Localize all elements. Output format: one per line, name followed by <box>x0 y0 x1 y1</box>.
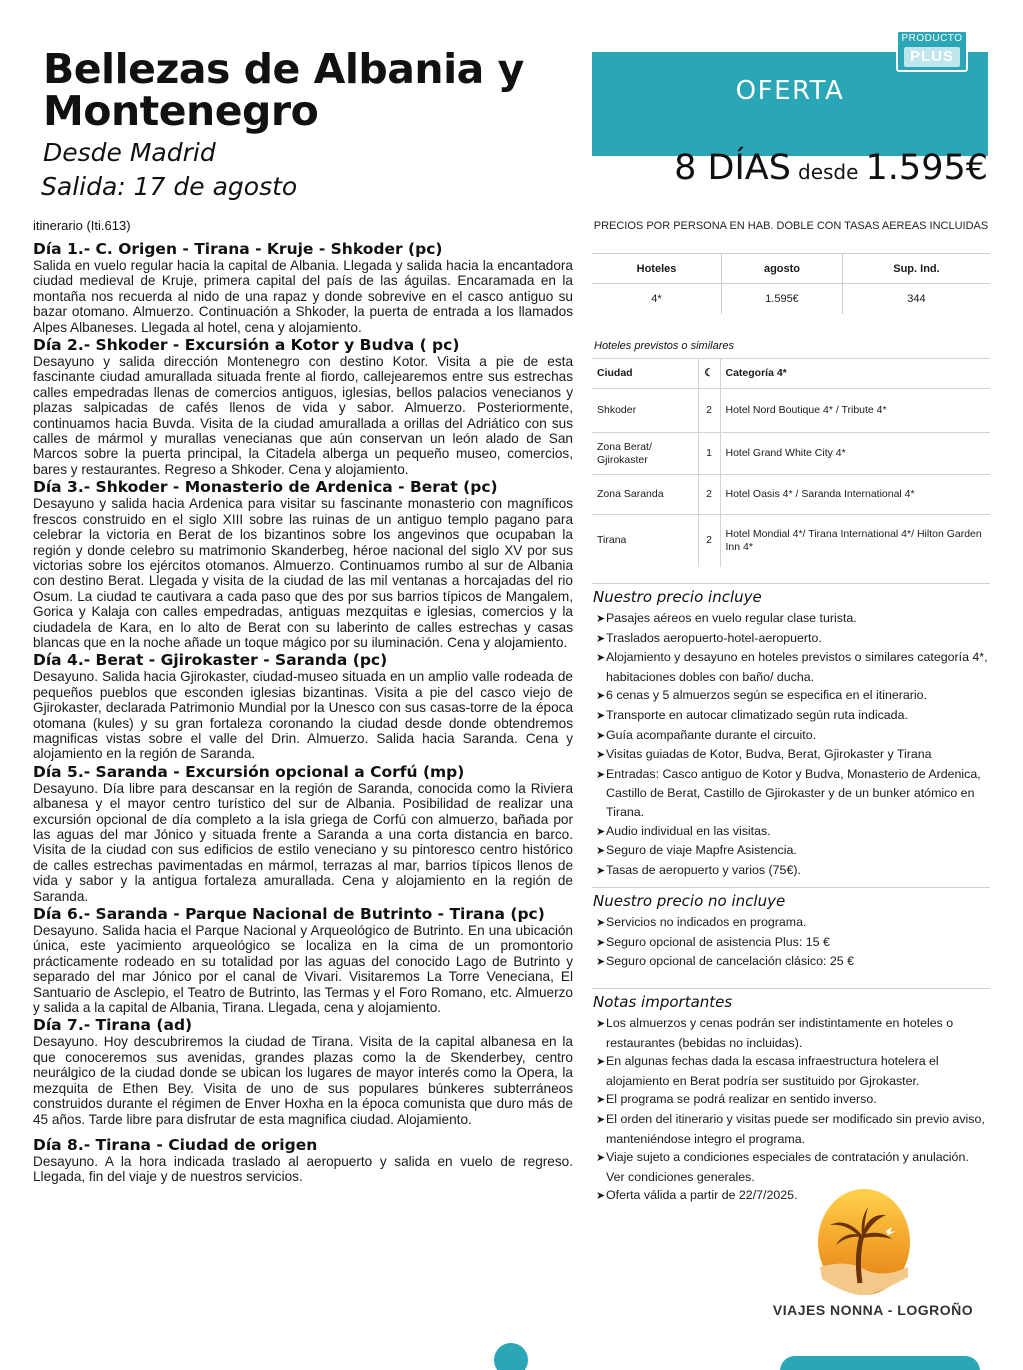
hotel-row <box>592 475 990 515</box>
price-table-row <box>592 284 990 314</box>
day-description: Desayuno. Hoy descubriremos la ciudad de Tirana. Visita de la capital albanesa en la que conoceremos sus avenidas, grandes plazas como la de Skenderbey, centro neurálgico de la ciudad donde se ubican los lugares de mayor interés como la Opera, la mezquita de Ethen Bey. Visita de uno de sus populares búnkeres subterráneos construidos durante el régimen de Enver Hoxha en la época comunista que duro más de 45 años. Tarde libre para disfrutar de esta magnifica ciudad. Alojamiento. <box>33 1034 573 1127</box>
day-description: Desayuno y salida dirección Montenegro con destino Kotor. Visita a pie de esta fascinante ciudad amurallada situada frente al fiordo, callejearemos entre sus estrechas calles empedradas llenas de comercios antiguos, iglesias, bellos palacios venecianos y plazas salpicadas de cafés llenos de vida y sabor. Almuerzo. Posteriormente, continuamos hacia Buvda. Visita de la ciudad amurallada a orillas del Adriático con sus calles de mármol y murallas venecianas que aún conservan un león alado de San Marcos sobre la puerta principal, la Citadela alberga un pequeño museo, comercios, bares y restaurantes. Regreso a Shkoder. Cena y alojamiento. <box>33 354 573 477</box>
header-month: agosto <box>722 254 843 284</box>
hotel-name: Hotel Grand White City 4* <box>720 433 990 475</box>
notes-list <box>592 1014 990 1206</box>
arrow-bullet-icon: ➤ <box>596 825 606 838</box>
list-item-text: Visitas guiadas de Kotor, Budva, Berat, Gjirokaster y Tirana <box>606 747 932 762</box>
arrow-bullet-icon: ➤ <box>596 690 606 703</box>
list-item <box>592 726 990 746</box>
hotel-row <box>592 433 990 475</box>
list-item <box>592 1110 990 1148</box>
includes-section <box>592 583 990 880</box>
list-item <box>592 952 990 972</box>
list-item-text: Audio individual en las visitas. <box>606 823 771 838</box>
arrow-bullet-icon: ➤ <box>596 845 606 858</box>
excludes-title: Nuestro precio no incluye <box>593 892 786 910</box>
list-item-text: Guía acompañante durante el circuito. <box>606 727 817 742</box>
trip-duration: 8 DÍAS <box>674 148 791 188</box>
producto-plus-badge <box>896 30 968 72</box>
list-item <box>592 1186 990 1206</box>
arrow-bullet-icon: ➤ <box>596 1113 606 1126</box>
list-item-text: Entradas: Casco antiguo de Kotor y Budva, Monasterio de Ardenica, Castillo de Berat, Castillo de Gjirokaster y de un bunker atómico en Tirana. <box>606 766 981 819</box>
header-single-supplement: Sup. Ind. <box>842 254 990 284</box>
hotel-name: Hotel Nord Boutique 4* / Tribute 4* <box>720 389 990 433</box>
arrow-bullet-icon: ➤ <box>596 768 606 781</box>
arrow-bullet-icon: ➤ <box>596 749 606 762</box>
list-item <box>592 1052 990 1090</box>
list-item <box>592 1148 990 1186</box>
day-title: Día 5.- Saranda - Excursión opcional a Corfú (mp) <box>33 762 465 781</box>
arrow-bullet-icon: ➤ <box>596 917 606 929</box>
day-description: Desayuno. Salida hacia el Parque Nacional y Arqueológico de Butrinto. En una ubicación única, este yacimiento arqueológico se localiza en la cima de un promontorio prácticamente rodeado en su totalidad por las aguas del conocido Lago de Butrinto y separado del mar Jónico por el canal de Vivari. Visitaremos La Torre Veneciana, El Santuario de Asclepio, el Teatro de Butrinto, las Termas y el Foro Romano, etc. Almuerzo y salida a la capital de Albania, Tirana. Llegada, cena y alojamiento. <box>33 923 573 1016</box>
cell-price: 1.595€ <box>722 284 843 314</box>
list-item-text: Seguro de viaje Mapfre Asistencia. <box>606 843 797 858</box>
hotel-nights: 2 <box>698 515 720 567</box>
list-item-text: 6 cenas y 5 almuerzos según se especifica en el itinerario. <box>606 688 927 703</box>
arrow-bullet-icon: ➤ <box>596 864 606 877</box>
decorative-dot <box>494 1343 528 1370</box>
prices-note: PRECIOS POR PERSONA EN HAB. DOBLE CON TASAS AEREAS INCLUIDAS <box>593 220 989 232</box>
includes-list <box>592 609 990 880</box>
list-item <box>592 706 990 726</box>
list-item <box>592 629 990 649</box>
day-title: Día 3.- Shkoder - Monasterio de Ardenica - Berat (pc) <box>33 478 498 497</box>
list-item-text: Transporte en autocar climatizado según ruta indicada. <box>606 707 908 722</box>
day-title: Día 7.- Tirana (ad) <box>33 1016 193 1035</box>
arrow-bullet-icon: ➤ <box>596 1094 606 1107</box>
list-item-text: En algunas fechas dada la escasa infraestructura hotelera el alojamiento en Berat podría ser sustituido por Gjrokaster. <box>606 1054 939 1088</box>
hotel-row <box>592 515 990 567</box>
day-description: Desayuno. A la hora indicada traslado al aeropuerto y salida en vuelo de regreso. Llegada, fin del viaje y de nuestros servicios. <box>33 1153 573 1185</box>
excludes-list <box>592 913 990 972</box>
excludes-section <box>592 887 990 972</box>
list-item-text: Seguro opcional de asistencia Plus: 15 € <box>606 934 830 949</box>
arrow-bullet-icon: ➤ <box>596 956 606 969</box>
price-headline <box>674 148 988 188</box>
day-description: Salida en vuelo regular hacia la capital de Albania. Llegada y salida hacia la encantadora ciudad medieval de Kruje, primera capital del país de las águilas. Encaramada en la montaña nos recuerda al nido de una rapaz y donde sobrevive en el casco antiguo su bazar otomano. Almuerzo. Continuación a Shkoder, la puerta de entrada a los llamados Alpes Albaneses. Llegada al hotel, cena y alojamiento. <box>33 258 573 335</box>
agency-name: VIAJES NONNA - LOGROÑO <box>772 1302 974 1318</box>
price-table <box>592 253 990 314</box>
list-item-text: Viaje sujeto a condiciones especiales de contratación y anulación. Ver condiciones generales. <box>606 1150 969 1184</box>
hotel-city: Shkoder <box>592 389 698 433</box>
list-item <box>592 841 990 861</box>
arrow-bullet-icon: ➤ <box>596 1056 606 1069</box>
header-hotels: Hoteles <box>592 254 722 284</box>
decorative-pill <box>780 1356 980 1370</box>
arrow-bullet-icon: ➤ <box>596 1152 606 1165</box>
hotel-city: Zona Berat/ Gjirokaster <box>592 433 698 475</box>
list-item-text: Tasas de aeropuerto y varios (75€). <box>606 862 801 877</box>
list-item-text: Oferta válida a partir de 22/7/2025. <box>606 1188 798 1203</box>
list-item-text: El programa se podrá realizar en sentido inverso. <box>606 1092 877 1107</box>
hotels-title: Hoteles previstos o similares <box>594 340 734 352</box>
origin-city: Desde Madrid <box>43 138 216 167</box>
day-title: Día 4.- Berat - Gjirokaster - Saranda (pc) <box>33 651 388 670</box>
moon-icon: ☾ <box>698 359 720 389</box>
arrow-bullet-icon: ➤ <box>596 652 606 665</box>
page-title: Bellezas de Albania y Montenegro <box>43 45 524 135</box>
list-item <box>592 913 990 933</box>
cell-category: 4* <box>592 284 722 314</box>
hotel-city: Tirana <box>592 515 698 567</box>
itinerary-column <box>33 45 573 1187</box>
hotel-name: Hotel Mondial 4*/ Tirana International 4*/ Hilton Garden Inn 4* <box>720 515 990 567</box>
day-description: Desayuno. Salida hacia Gjirokaster, ciudad-museo situada en un amplio valle rodeada de pequeños pueblos que esconden iglesias bizantinas. Visita a pie del casco viejo de Gjirokaster, declarada Patrimonio Mundial por la Unesco con sus casas-torre de la época otomana (kules) y su gran fortaleza coronando la ciudad desde donde obtendremos magnificas vistas sobre el valle del Drin. Almuerzo. Salida hacia Saranda. Cena y alojamiento en la región de Saranda. <box>33 669 573 762</box>
list-item-text: Alojamiento y desayuno en hoteles previstos o similares categoría 4*, habitaciones dobles con baño/ ducha. <box>606 650 988 684</box>
arrow-bullet-icon: ➤ <box>596 613 606 625</box>
notes-section <box>592 988 990 1206</box>
offer-label: OFERTA <box>735 76 845 106</box>
day-title: Día 6.- Saranda - Parque Nacional de Butrinto - Tirana (pc) <box>33 905 545 924</box>
header-category: Categoría 4* <box>720 359 990 389</box>
arrow-bullet-icon: ➤ <box>596 936 606 949</box>
arrow-bullet-icon: ➤ <box>596 1018 606 1030</box>
badge-top-label: PRODUCTO <box>901 33 963 44</box>
list-item <box>592 745 990 765</box>
day-list <box>33 241 573 1185</box>
hotel-nights: 1 <box>698 433 720 475</box>
arrow-bullet-icon: ➤ <box>596 729 606 742</box>
price-from-label: desde <box>798 160 859 184</box>
list-item <box>592 933 990 953</box>
hotels-table-header <box>592 359 990 389</box>
list-item-text: El orden del itinerario y visitas puede ser modificado sin previo aviso, manteniéndose integro el programa. <box>606 1111 985 1146</box>
list-item-text: Los almuerzos y cenas podrán ser indistintamente en hoteles o restaurantes (bebidas no incluidas). <box>606 1016 954 1050</box>
list-item-text: Pasajes aéreos en vuelo regular clase turista. <box>606 611 857 625</box>
day-description: Desayuno y salida hacia Ardenica para visitar su fascinante monasterio con magníficos frescos construido en el siglo XIII sobre las ruinas de un antiguo templo pagano para celebrar la victoria en Berat de los bizantinos sobre los angevinos que ocupaban la región y donde celebro su matrimonio Skanderbeg, héroe nacional del siglo XV por sus victorias sobre los ejércitos otomanos. Almuerzo. Continuamos rumbo al sur de Albania con destino Berat. Llegada y visita de la ciudad de las mil ventanas a horcajadas del rio Osum. La ciudad te cautivara a cada paso que des por sus barrios típicos de Mangalem, Gorica y Kalaja con calles empedradas, antiguas mezquitas e iglesias, comercios y la ciudadela de Kara, en lo alto de Berat con su laberinto de calles estrechas y casas blancas que en la noche añade un toque mágico por su iluminación. Cena y alojamiento. <box>33 496 573 650</box>
list-item <box>592 648 990 686</box>
badge-plus-label: PLUS <box>904 47 960 67</box>
departure-date: Salida: 17 de agosto <box>41 172 298 201</box>
price-amount: 1.595€ <box>865 148 988 188</box>
hotel-nights: 2 <box>698 475 720 515</box>
list-item <box>592 861 990 881</box>
day-title: Día 1.- C. Origen - Tirana - Kruje - Shkoder (pc) <box>33 240 443 258</box>
hotel-name: Hotel Oasis 4* / Saranda International 4* <box>720 475 990 515</box>
arrow-bullet-icon: ➤ <box>596 1190 606 1203</box>
hotel-city: Zona Saranda <box>592 475 698 515</box>
list-item-text: Servicios no indicados en programa. <box>606 915 807 929</box>
list-item <box>592 686 990 706</box>
itinerary-code: itinerario (Iti.613) <box>33 218 131 233</box>
list-item-text: Seguro opcional de cancelación clásico: 25 € <box>606 954 854 969</box>
list-item <box>592 1090 990 1110</box>
day-title: Día 2.- Shkoder - Excursión a Kotor y Budva ( pc) <box>33 336 460 355</box>
hotel-nights: 2 <box>698 389 720 433</box>
hotel-row <box>592 389 990 433</box>
header-city: Ciudad <box>592 359 698 389</box>
list-item <box>592 609 990 629</box>
hotels-table <box>592 358 990 567</box>
list-item <box>592 765 990 822</box>
list-item-text: Traslados aeropuerto-hotel-aeropuerto. <box>606 630 822 645</box>
day-description: Desayuno. Día libre para descansar en la región de Saranda, conocida como la Riviera albanesa y el mayor centro turístico del sur de Albania. Posibilidad de realizar una excursión opcional de día completo a la isla griega de Corfú con almuerzo, bañada por las aguas del mar Jónico y situada frente a Saranda a una corta distancia en barco. Visita de la ciudad con sus edificios de estilo veneciano y su pintoresco centro histórico de calles estrechas pavimentadas en mármol, terrazas al mar, barrios típicos llenos de vida y sabor y la antigua fortaleza amurallada. Cena y alojamiento en la región de Saranda. <box>33 780 573 904</box>
includes-title: Nuestro precio incluye <box>593 588 762 606</box>
notes-title: Notas importantes <box>593 993 733 1011</box>
cell-supplement: 344 <box>842 284 990 314</box>
list-item <box>592 822 990 842</box>
palm-sunset-logo-icon <box>816 1187 912 1297</box>
arrow-bullet-icon: ➤ <box>596 709 606 722</box>
arrow-bullet-icon: ➤ <box>596 632 606 645</box>
list-item <box>592 1014 990 1052</box>
day-title: Día 8.- Tirana - Ciudad de origen <box>33 1135 318 1154</box>
price-table-header <box>592 254 990 284</box>
